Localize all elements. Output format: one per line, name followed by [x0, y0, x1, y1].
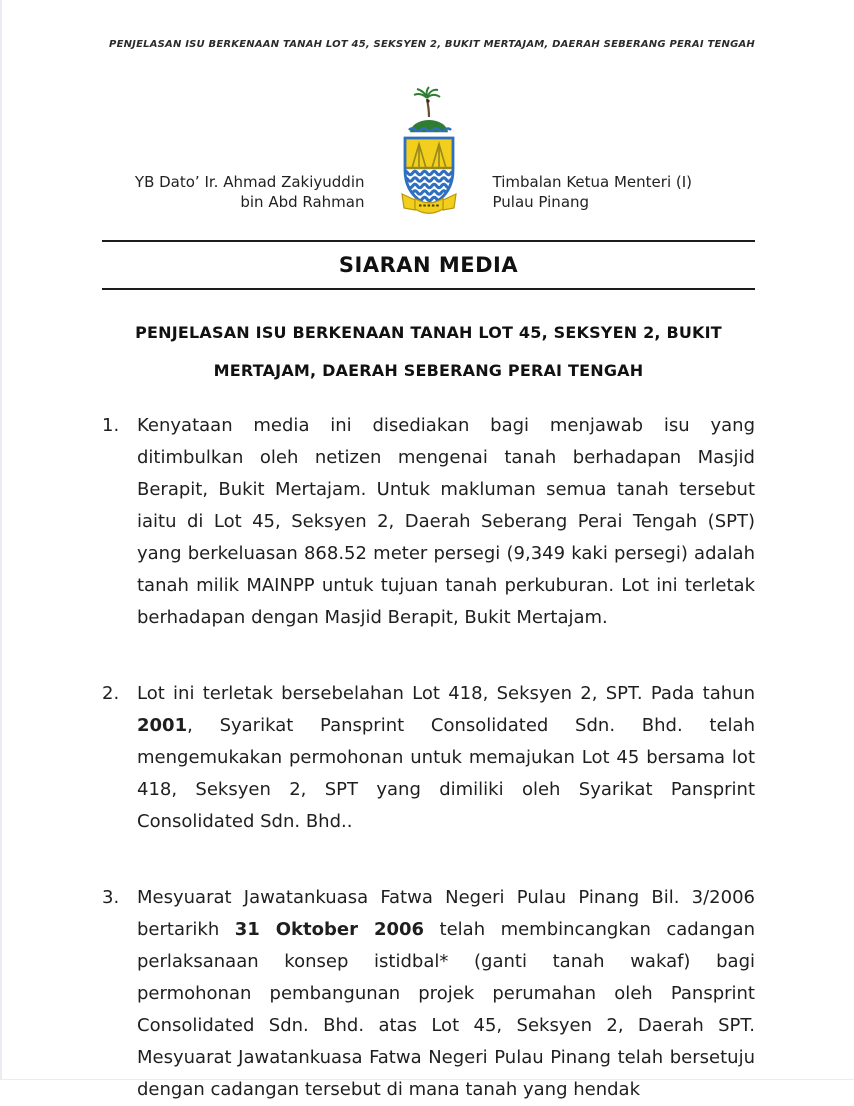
official-title-line1: Timbalan Ketua Menteri (I) [492, 173, 693, 191]
official-title [493, 172, 756, 216]
official-title-line2: Pulau Pinang [492, 193, 590, 211]
paragraph-number: 1. [102, 415, 120, 436]
paragraph-number: 2. [102, 683, 120, 704]
document-title: PENJELASAN ISU BERKENAAN TANAH LOT 45, SEKSYEN 2, BUKIT MERTAJAM, DAERAH SEBERANG PERAI TENGAH [135, 323, 722, 380]
paragraph-text: Mesyuarat Jawatankuasa Fatwa Negeri Pulau Pinang Bil. 3/2006 bertarikh 31 Oktober 2006 telah membincangkan cadangan perlaksanaan konsep istidbal* (ganti tanah wakaf) bagi permohonan pembangunan projek perumahan oleh Pansprint Consolidated Sdn. Bhd. atas Lot 45, Seksyen 2, Daerah SPT. Mesyuarat Jawatankuasa Fatwa Negeri Pulau Pinang telah bersetuju dengan cadangan tersebut di mana tanah yang hendak [137, 887, 755, 1100]
official-name-line2: bin Abd Rahman [240, 193, 365, 211]
media-release-banner: SIARAN MEDIA [338, 253, 519, 277]
island-mound [409, 120, 451, 133]
divider-top [102, 240, 755, 242]
penang-coat-of-arms-icon [387, 86, 471, 216]
running-header: PENJELASAN ISU BERKENAAN TANAH LOT 45, SEKSYEN 2, BUKIT MERTAJAM, DAERAH SEBERANG PERAI TENGAH [109, 39, 755, 50]
palm-tree [414, 87, 440, 117]
paragraph-item [102, 410, 755, 634]
shield-sky-field [405, 138, 453, 168]
letterhead [102, 86, 755, 216]
paragraph-number: 3. [102, 887, 120, 908]
paragraph-item [102, 678, 755, 838]
paragraph-item [102, 882, 755, 1106]
body-paragraphs [102, 410, 755, 1106]
divider-bottom [102, 288, 755, 290]
paragraph-text: Lot ini terletak bersebelahan Lot 418, Seksyen 2, SPT. Pada tahun 2001, Syarikat Pansprint Consolidated Sdn. Bhd. telah mengemukakan permohonan untuk memajukan Lot 45 bersama lot 418, Seksyen 2, SPT yang dimiliki oleh Syarikat Pansprint Consolidated Sdn. Bhd.. [137, 683, 755, 832]
official-name-line1: YB Dato’ Ir. Ahmad Zakiyuddin [134, 173, 365, 191]
official-name [102, 172, 365, 216]
paragraph-text: Kenyataan media ini disediakan bagi menjawab isu yang ditimbulkan oleh netizen mengenai tanah berhadapan Masjid Berapit, Bukit Mertajam. Untuk makluman semua tanah tersebut iaitu di Lot 45, Seksyen 2, Daerah Seberang Perai Tengah (SPT) yang berkeluasan 868.52 meter persegi (9,349 kaki persegi) adalah tanah milik MAINPP untuk tujuan tanah perkuburan. Lot ini terletak berhadapan dengan Masjid Berapit, Bukit Mertajam. [137, 415, 755, 628]
